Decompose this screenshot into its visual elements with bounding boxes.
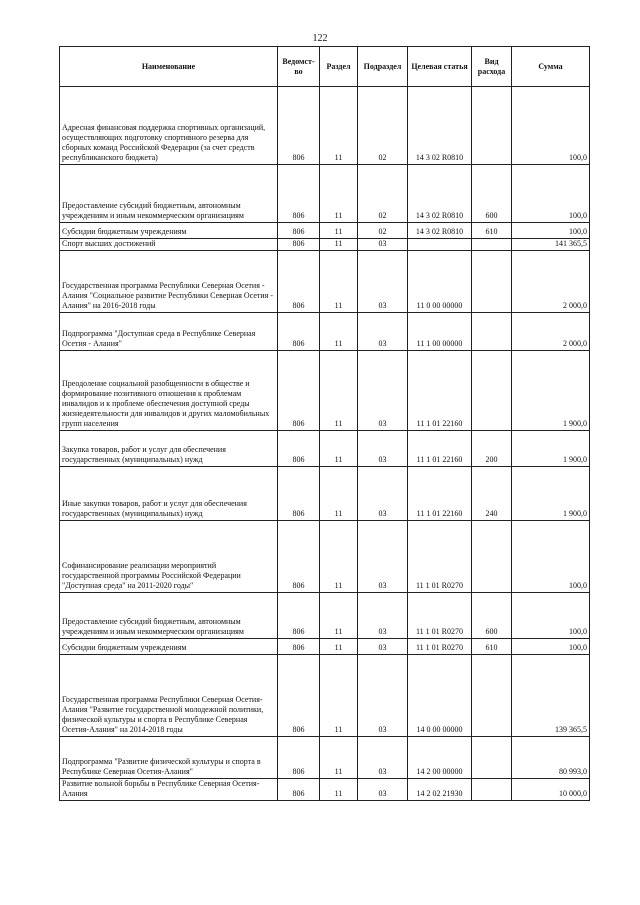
cell-target: 14 2 00 00000 (408, 737, 472, 779)
table-row (60, 593, 590, 639)
cell-dept: 806 (278, 467, 320, 521)
cell-section: 11 (320, 223, 358, 239)
cell-name: Подпрограмма "Доступная среда в Республике Северная Осетия - Алания" (60, 313, 278, 351)
header-exp-type: Вид расхода (472, 47, 512, 87)
cell-section: 11 (320, 737, 358, 779)
cell-target: 11 1 01 R0270 (408, 521, 472, 593)
cell-name: Софинансирование реализации мероприятий государственной программы Российской Федерации "Доступная среда" на 2011-2020 годы" (60, 521, 278, 593)
cell-exp-type (472, 87, 512, 165)
cell-subsection: 02 (358, 165, 408, 223)
cell-sum: 139 365,5 (512, 655, 590, 737)
cell-dept: 806 (278, 313, 320, 351)
cell-target: 14 0 00 00000 (408, 655, 472, 737)
header-dept: Ведомст-во (278, 47, 320, 87)
cell-subsection: 03 (358, 593, 408, 639)
cell-sum: 1 900,0 (512, 351, 590, 431)
cell-sum: 2 000,0 (512, 251, 590, 313)
cell-name: Предоставление субсидий бюджетным, автономным учреждениям и иным некоммерческим организациям (60, 165, 278, 223)
cell-subsection: 03 (358, 251, 408, 313)
cell-dept: 806 (278, 655, 320, 737)
cell-name: Государственная программа Республики Северная Осетия - Алания "Социальное развитие Республики Северная Осетия - Алания" на 2016-2018 годы (60, 251, 278, 313)
cell-subsection: 03 (358, 737, 408, 779)
cell-name: Подпрограмма "Развитие физической культуры и спорта в Республике Северная Осетия-Алания" (60, 737, 278, 779)
cell-section: 11 (320, 779, 358, 801)
table-row (60, 639, 590, 655)
cell-dept: 806 (278, 87, 320, 165)
cell-name: Субсидии бюджетным учреждениям (60, 223, 278, 239)
table-row (60, 223, 590, 239)
cell-sum: 100,0 (512, 165, 590, 223)
cell-subsection: 03 (358, 779, 408, 801)
cell-subsection: 03 (358, 351, 408, 431)
header-row (60, 47, 590, 87)
table-row (60, 313, 590, 351)
cell-subsection: 03 (358, 239, 408, 251)
header-subsection: Подраздел (358, 47, 408, 87)
cell-subsection: 03 (358, 313, 408, 351)
cell-section: 11 (320, 165, 358, 223)
cell-section: 11 (320, 87, 358, 165)
page-number: 122 (312, 33, 328, 44)
cell-dept: 806 (278, 779, 320, 801)
cell-sum: 80 993,0 (512, 737, 590, 779)
cell-target: 11 1 01 R0270 (408, 639, 472, 655)
cell-name: Предоставление субсидий бюджетным, автономным учреждениям и иным некоммерческим организациям (60, 593, 278, 639)
cell-target: 11 1 01 22160 (408, 431, 472, 467)
table-row (60, 737, 590, 779)
cell-subsection: 02 (358, 223, 408, 239)
cell-dept: 806 (278, 251, 320, 313)
cell-subsection: 03 (358, 639, 408, 655)
cell-exp-type (472, 313, 512, 351)
cell-exp-type (472, 521, 512, 593)
cell-name: Закупка товаров, работ и услуг для обеспечения государственных (муниципальных) нужд (60, 431, 278, 467)
cell-exp-type (472, 779, 512, 801)
cell-exp-type: 610 (472, 639, 512, 655)
cell-target: 11 1 00 00000 (408, 313, 472, 351)
cell-exp-type: 600 (472, 165, 512, 223)
table-row (60, 251, 590, 313)
cell-subsection: 03 (358, 467, 408, 521)
cell-exp-type: 240 (472, 467, 512, 521)
cell-subsection: 03 (358, 521, 408, 593)
table-row (60, 239, 590, 251)
cell-section: 11 (320, 655, 358, 737)
cell-dept: 806 (278, 239, 320, 251)
cell-exp-type: 600 (472, 593, 512, 639)
cell-target: 14 3 02 R0810 (408, 223, 472, 239)
cell-name: Спорт высших достижений (60, 239, 278, 251)
cell-exp-type: 200 (472, 431, 512, 467)
cell-exp-type: 610 (472, 223, 512, 239)
cell-name: Субсидии бюджетным учреждениям (60, 639, 278, 655)
cell-section: 11 (320, 639, 358, 655)
cell-subsection: 03 (358, 431, 408, 467)
cell-sum: 141 365,5 (512, 239, 590, 251)
cell-dept: 806 (278, 223, 320, 239)
cell-name: Государственная программа Республики Северная Осетия-Алания "Развитие государственной молодежной политики, физической культуры и спорта в Республике Северная Осетия-Алания" на 2014-2018 годы (60, 655, 278, 737)
cell-dept: 806 (278, 737, 320, 779)
cell-name: Иные закупки товаров, работ и услуг для обеспечения государственных (муниципальных) нужд (60, 467, 278, 521)
cell-sum: 100,0 (512, 639, 590, 655)
cell-dept: 806 (278, 431, 320, 467)
cell-dept: 806 (278, 593, 320, 639)
cell-subsection: 03 (358, 655, 408, 737)
cell-name: Адресная финансовая поддержка спортивных организаций, осуществляющих подготовку спортивного резерва для сборных команд Российской Федерации (за счет средств республиканского бюджета) (60, 87, 278, 165)
table-row (60, 467, 590, 521)
cell-section: 11 (320, 251, 358, 313)
cell-sum: 2 000,0 (512, 313, 590, 351)
cell-sum: 10 000,0 (512, 779, 590, 801)
cell-sum: 1 900,0 (512, 431, 590, 467)
table-row (60, 351, 590, 431)
table-row (60, 431, 590, 467)
table-row (60, 165, 590, 223)
header-section: Раздел (320, 47, 358, 87)
cell-section: 11 (320, 351, 358, 431)
cell-section: 11 (320, 431, 358, 467)
cell-name: Преодоление социальной разобщенности в обществе и формирование позитивного отношения к проблемам инвалидов и к проблеме обеспечения доступной среды жизнедеятельности для инвалидов и других маломобильных групп населения (60, 351, 278, 431)
cell-sum: 1 900,0 (512, 467, 590, 521)
cell-dept: 806 (278, 639, 320, 655)
cell-subsection: 02 (358, 87, 408, 165)
cell-section: 11 (320, 313, 358, 351)
table-row (60, 779, 590, 801)
header-sum: Сумма (512, 47, 590, 87)
cell-section: 11 (320, 239, 358, 251)
table-row (60, 655, 590, 737)
cell-dept: 806 (278, 351, 320, 431)
cell-target: 11 1 01 22160 (408, 467, 472, 521)
cell-target: 14 2 02 21930 (408, 779, 472, 801)
cell-target: 11 0 00 00000 (408, 251, 472, 313)
header-name: Наименование (60, 47, 278, 87)
header-target: Целевая статья (408, 47, 472, 87)
cell-section: 11 (320, 521, 358, 593)
cell-section: 11 (320, 467, 358, 521)
cell-sum: 100,0 (512, 593, 590, 639)
cell-target: 14 3 02 R0810 (408, 87, 472, 165)
cell-exp-type (472, 655, 512, 737)
cell-name: Развитие вольной борьбы в Республике Северная Осетия-Алания (60, 779, 278, 801)
cell-dept: 806 (278, 165, 320, 223)
cell-dept: 806 (278, 521, 320, 593)
cell-section: 11 (320, 593, 358, 639)
cell-exp-type (472, 251, 512, 313)
budget-table (59, 46, 590, 801)
cell-exp-type (472, 239, 512, 251)
table-row (60, 87, 590, 165)
cell-sum: 100,0 (512, 87, 590, 165)
cell-target: 14 3 02 R0810 (408, 165, 472, 223)
cell-target: 11 1 01 22160 (408, 351, 472, 431)
cell-exp-type (472, 737, 512, 779)
cell-target: 11 1 01 R0270 (408, 593, 472, 639)
cell-sum: 100,0 (512, 521, 590, 593)
cell-target (408, 239, 472, 251)
cell-exp-type (472, 351, 512, 431)
table-row (60, 521, 590, 593)
cell-sum: 100,0 (512, 223, 590, 239)
